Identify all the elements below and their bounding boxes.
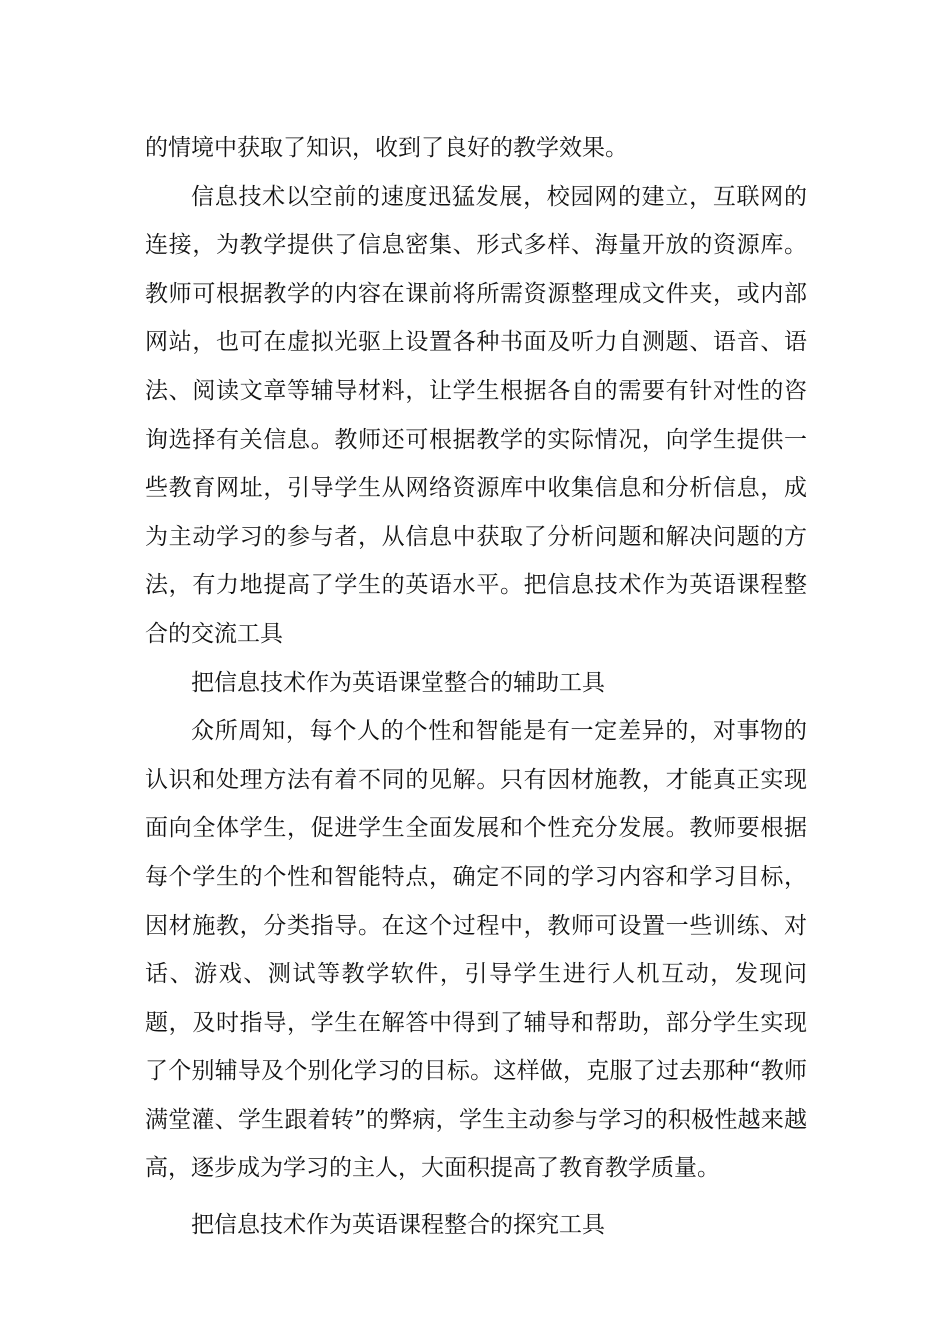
paragraph-resource-library: 信息技术以空前的速度迅猛发展，校园网的建立，互联网的连接，为教学提供了信息密集、形式多样、海量开放的资源库。教师可根据教学的内容在课前将所需资源整理成文件夹，或内部网站，也可在虚拟光驱上设置各种书面及听力自测题、语音、语法、阅读文章等辅导材料，让学生根据各自的需要有针对性的咨询选择有关信息。教师还可根据教学的实际情况，向学生提供一些教育网址，引导学生从网络资源库中收集信息和分析信息，成为主动学习的参与者，从信息中获取了分析问题和解决问题的方法，有力地提高了学生的英语水平。把信息技术作为英语课程整合的交流工具 [145, 183, 807, 647]
paragraph-continuation: 的情境中获取了知识，收到了良好的教学效果。 [145, 135, 628, 161]
section-heading-inquiry-tool: 把信息技术作为英语课程整合的探究工具 [191, 1212, 605, 1239]
section-heading-auxiliary-tool: 把信息技术作为英语课堂整合的辅助工具 [191, 669, 605, 696]
paragraph-individualized-teaching: 众所周知，每个人的个性和智能是有一定差异的，对事物的认识和处理方法有着不同的见解。只有因材施教，才能真正实现面向全体学生，促进学生全面发展和个性充分发展。教师要根据每个学生的个性和智能特点，确定不同的学习内容和学习目标，因材施教，分类指导。在这个过程中，教师可设置一些训练、对话、游戏、测试等教学软件，引导学生进行人机互动，发现问题，及时指导，学生在解答中得到了辅导和帮助，部分学生实现了个别辅导及个别化学习的目标。这样做，克服了过去那种“教师满堂灌、学生跟着转”的弊病，学生主动参与学习的积极性越来越高，逐步成为学习的主人，大面积提高了教育教学质量。 [145, 718, 807, 1182]
document-body [145, 124, 807, 1250]
